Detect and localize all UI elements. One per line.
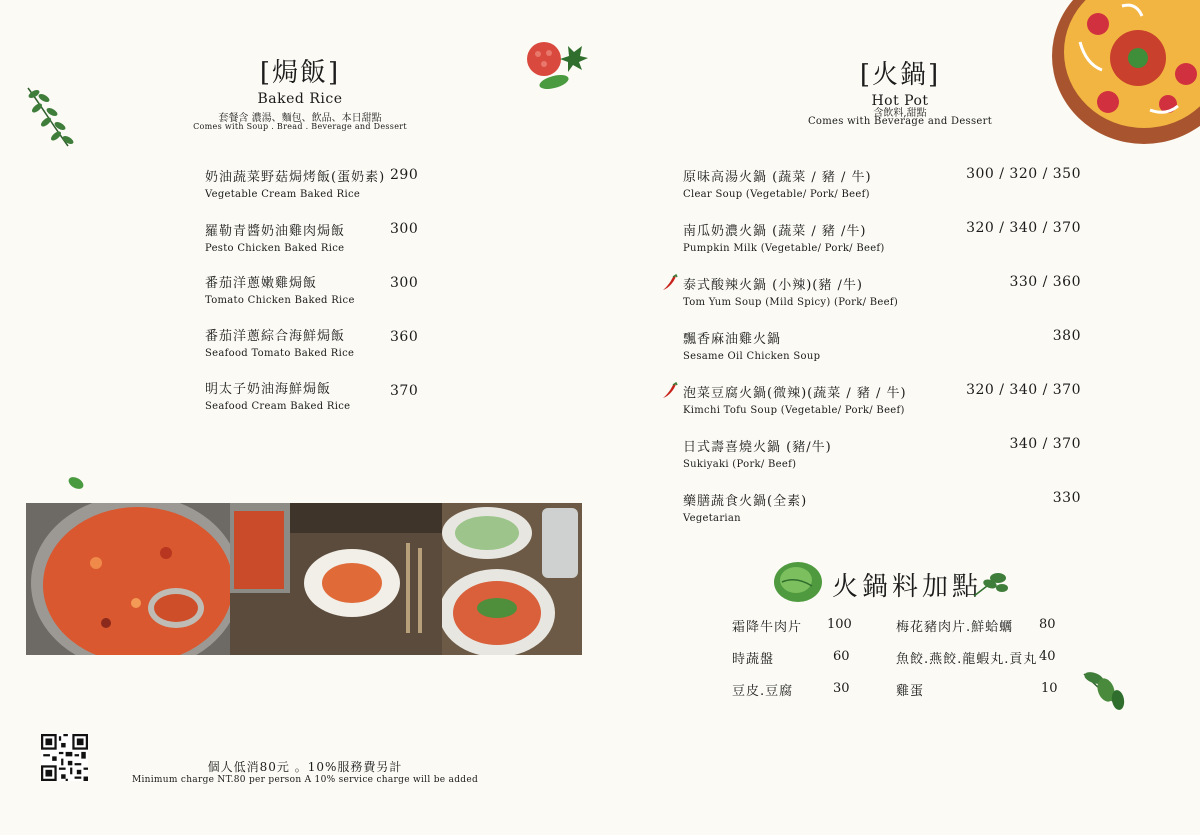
item-name-zh: 南瓜奶濃火鍋 (蔬菜 / 豬 /牛) (683, 224, 867, 239)
addon-price: 40 (1039, 649, 1056, 664)
item-price: 330 (1052, 490, 1081, 506)
item-name-zh: 原味高湯火鍋 (蔬菜 / 豬 / 牛) (683, 170, 872, 185)
item-name-en: Kimchi Tofu Soup (Vegetable/ Pork/ Beef) (683, 405, 905, 416)
addon-name: 魚餃.燕餃.龍蝦丸.貢丸 (896, 652, 1038, 667)
chili-pepper-icon (661, 274, 679, 292)
hot-pot-item (683, 436, 832, 470)
item-name-en: Tom Yum Soup (Mild Spicy) (Pork/ Beef) (683, 297, 899, 308)
item-name-zh: 明太子奶油海鮮焗飯 (205, 382, 332, 397)
baked-rice-note-zh: 套餐含 濃湯、麵包、飲品、本日甜點 (218, 113, 382, 124)
item-name-zh: 番茄洋蔥嫩雞焗飯 (205, 276, 318, 291)
item-price: 380 (1052, 328, 1081, 344)
item-name-en: Pumpkin Milk (Vegetable/ Pork/ Beef) (683, 243, 885, 254)
hot-pot-item (683, 328, 820, 362)
item-name-zh: 泡菜豆腐火鍋(微辣)(蔬菜 / 豬 / 牛) (683, 386, 907, 401)
baked-rice-item (205, 325, 354, 359)
leaf-sprig-icon (22, 84, 74, 150)
hot-pot-title-zh: [火鍋] (859, 60, 941, 90)
item-price: 300 / 320 / 350 (966, 166, 1081, 182)
addon-name: 豆皮.豆腐 (732, 684, 794, 699)
min-charge-zh: 個人低消80元 。10%服務費另計 (207, 760, 403, 774)
item-name-zh: 藥膳蔬食火鍋(全素) (683, 494, 808, 509)
item-price: 320 / 340 / 370 (966, 382, 1081, 398)
hot-pot-item (683, 490, 807, 524)
item-price: 370 (390, 383, 419, 399)
addon-price: 80 (1039, 617, 1056, 632)
chili-pepper-icon (661, 382, 679, 400)
addon-name: 梅花豬肉片.鮮蛤蠣 (896, 620, 1014, 635)
baked-rice-title-zh: [焗飯] (259, 58, 341, 88)
hot-pot-item (683, 166, 872, 200)
baked-rice-item (205, 166, 385, 200)
leaf-icon (66, 474, 86, 492)
addon-price: 10 (1041, 681, 1058, 696)
baked-rice-item (205, 378, 350, 412)
plated-dish-photo (230, 503, 442, 655)
qr-code-icon[interactable] (41, 734, 88, 781)
item-name-zh: 日式壽喜燒火鍋 (豬/牛) (683, 440, 832, 455)
item-name-en: Sukiyaki (Pork/ Beef) (683, 459, 797, 470)
addon-price: 100 (827, 617, 852, 632)
baked-rice-note-en: Comes with Soup . Bread . Beverage and Dessert (193, 122, 407, 131)
hotpot-bowl-illustration (1052, 0, 1200, 146)
hot-pot-title-en: Hot Pot (871, 93, 929, 109)
baked-rice-photo (26, 503, 230, 655)
parsley-icon (970, 570, 1008, 600)
item-name-zh: 奶油蔬菜野菇焗烤飯(蛋奶素) (205, 170, 386, 185)
item-name-en: Seafood Cream Baked Rice (205, 401, 351, 412)
baked-rice-item (205, 272, 355, 306)
baked-rice-title-en: Baked Rice (257, 91, 343, 107)
item-price: 340 / 370 (1009, 436, 1081, 452)
tomato-icon (522, 38, 596, 94)
item-price: 360 (390, 329, 419, 345)
addon-price: 60 (833, 649, 850, 664)
item-price: 320 / 340 / 370 (966, 220, 1081, 236)
baked-rice-item (205, 220, 345, 254)
item-price: 300 (390, 275, 419, 291)
min-charge-en: Minimum charge NT.80 per person A 10% service charge will be added (131, 775, 479, 785)
item-price: 330 / 360 (1009, 274, 1081, 290)
addon-name: 雞蛋 (896, 684, 925, 699)
addons-title: 火鍋料加點 (832, 572, 983, 602)
basil-leaf-icon (1080, 668, 1128, 712)
cabbage-icon (772, 556, 824, 604)
addon-name: 霜降牛肉片 (732, 620, 803, 635)
salad-dish-photo (442, 503, 582, 655)
hot-pot-item (683, 220, 885, 254)
item-name-en: Vegetarian (683, 513, 741, 524)
item-name-zh: 泰式酸辣火鍋 (小辣)(豬 /牛) (683, 278, 863, 293)
addon-name: 時蔬盤 (732, 652, 775, 667)
hot-pot-header (800, 54, 1000, 109)
hot-pot-note-zh: 含飲料,甜點 (873, 108, 927, 119)
item-name-en: Vegetable Cream Baked Rice (205, 189, 361, 200)
item-name-en: Clear Soup (Vegetable/ Pork/ Beef) (683, 189, 870, 200)
item-name-zh: 番茄洋蔥綜合海鮮焗飯 (205, 329, 346, 344)
item-name-en: Tomato Chicken Baked Rice (205, 295, 355, 306)
item-name-en: Sesame Oil Chicken Soup (683, 351, 821, 362)
item-price: 300 (390, 221, 419, 237)
hot-pot-item (683, 274, 898, 308)
item-name-en: Seafood Tomato Baked Rice (205, 348, 355, 359)
item-name-en: Pesto Chicken Baked Rice (205, 243, 345, 254)
item-name-zh: 羅勒青醬奶油雞肉焗飯 (205, 224, 346, 239)
item-price: 290 (390, 167, 419, 183)
item-name-zh: 飄香麻油雞火鍋 (683, 332, 782, 347)
addon-price: 30 (833, 681, 850, 696)
baked-rice-header (200, 52, 400, 107)
hot-pot-note-en: Comes with Beverage and Dessert (807, 116, 993, 127)
hot-pot-item (683, 382, 907, 416)
